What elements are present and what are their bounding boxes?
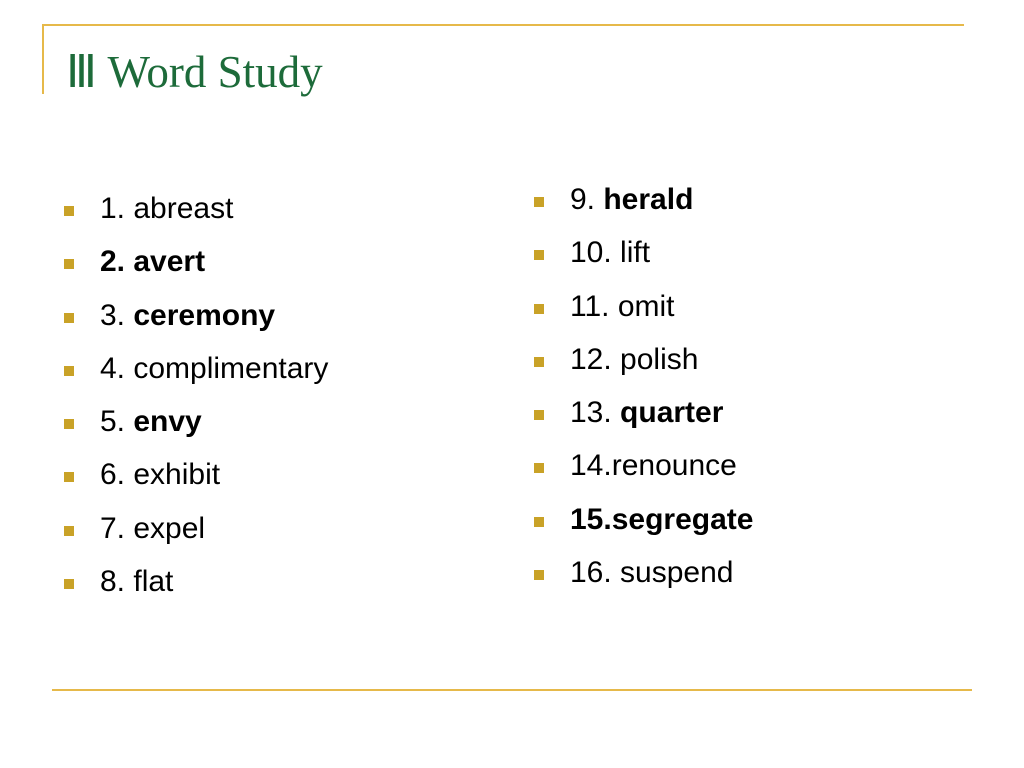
item-number: 6. [100, 458, 134, 492]
item-word: omit [617, 289, 675, 323]
item-number: 13. [570, 396, 621, 430]
item-word: flat [133, 565, 174, 599]
item-number: 1. [100, 192, 134, 225]
square-bullet-icon [534, 304, 544, 314]
square-bullet-icon [534, 463, 544, 473]
item-word: expel [133, 511, 206, 545]
item-word: complimentary [133, 351, 329, 385]
item-word: segregate [611, 502, 754, 536]
list-item [64, 342, 328, 395]
item-number: 16. [570, 556, 621, 590]
square-bullet-icon [64, 419, 74, 429]
square-bullet-icon [64, 366, 74, 376]
item-number: 8. [100, 565, 134, 599]
item-number: 9. [570, 183, 604, 216]
list-item [534, 439, 753, 492]
list-item [64, 448, 328, 501]
item-word: avert [133, 245, 206, 279]
word-list-right [534, 173, 753, 599]
list-item [534, 493, 753, 546]
item-number: 10. [570, 236, 621, 270]
item-number: 3. [100, 298, 134, 332]
list-item [64, 502, 328, 555]
square-bullet-icon [534, 250, 544, 260]
item-word: herald [603, 183, 694, 216]
square-bullet-icon [534, 517, 544, 527]
title-frame-left-rule [42, 24, 44, 94]
square-bullet-icon [64, 206, 74, 216]
list-item [534, 333, 753, 386]
item-number: 4. [100, 351, 134, 385]
item-word: quarter [620, 396, 724, 430]
word-list-left [64, 182, 328, 608]
square-bullet-icon [64, 579, 74, 589]
item-number: 12. [570, 342, 621, 376]
square-bullet-icon [64, 472, 74, 482]
square-bullet-icon [534, 357, 544, 367]
square-bullet-icon [64, 259, 74, 269]
title-frame-top-rule [42, 24, 964, 26]
list-item [64, 182, 328, 235]
list-item [64, 235, 328, 288]
item-word: polish [620, 342, 699, 376]
item-word: renounce [611, 449, 737, 483]
item-number: 5. [100, 405, 134, 439]
list-item [534, 226, 753, 279]
item-number: 7. [100, 511, 134, 545]
square-bullet-icon [534, 570, 544, 580]
list-item [534, 280, 753, 333]
item-word: exhibit [133, 458, 221, 492]
item-number: 15. [570, 502, 612, 536]
footer-rule [52, 689, 972, 691]
slide-title: Ⅲ Word Study [66, 47, 323, 97]
square-bullet-icon [64, 526, 74, 536]
list-item [534, 173, 753, 226]
item-word: envy [133, 405, 202, 439]
list-item [534, 386, 753, 439]
item-word: ceremony [133, 298, 276, 332]
list-item [64, 555, 328, 608]
item-word: abreast [133, 192, 234, 225]
item-word: lift [620, 236, 651, 270]
list-item [64, 395, 328, 448]
item-number: 11. [570, 289, 618, 323]
item-number: 14. [570, 449, 612, 483]
square-bullet-icon [534, 197, 544, 207]
list-item [64, 289, 328, 342]
item-word: suspend [620, 556, 734, 590]
square-bullet-icon [64, 313, 74, 323]
list-item [534, 546, 753, 599]
item-number: 2. [100, 245, 134, 279]
square-bullet-icon [534, 410, 544, 420]
